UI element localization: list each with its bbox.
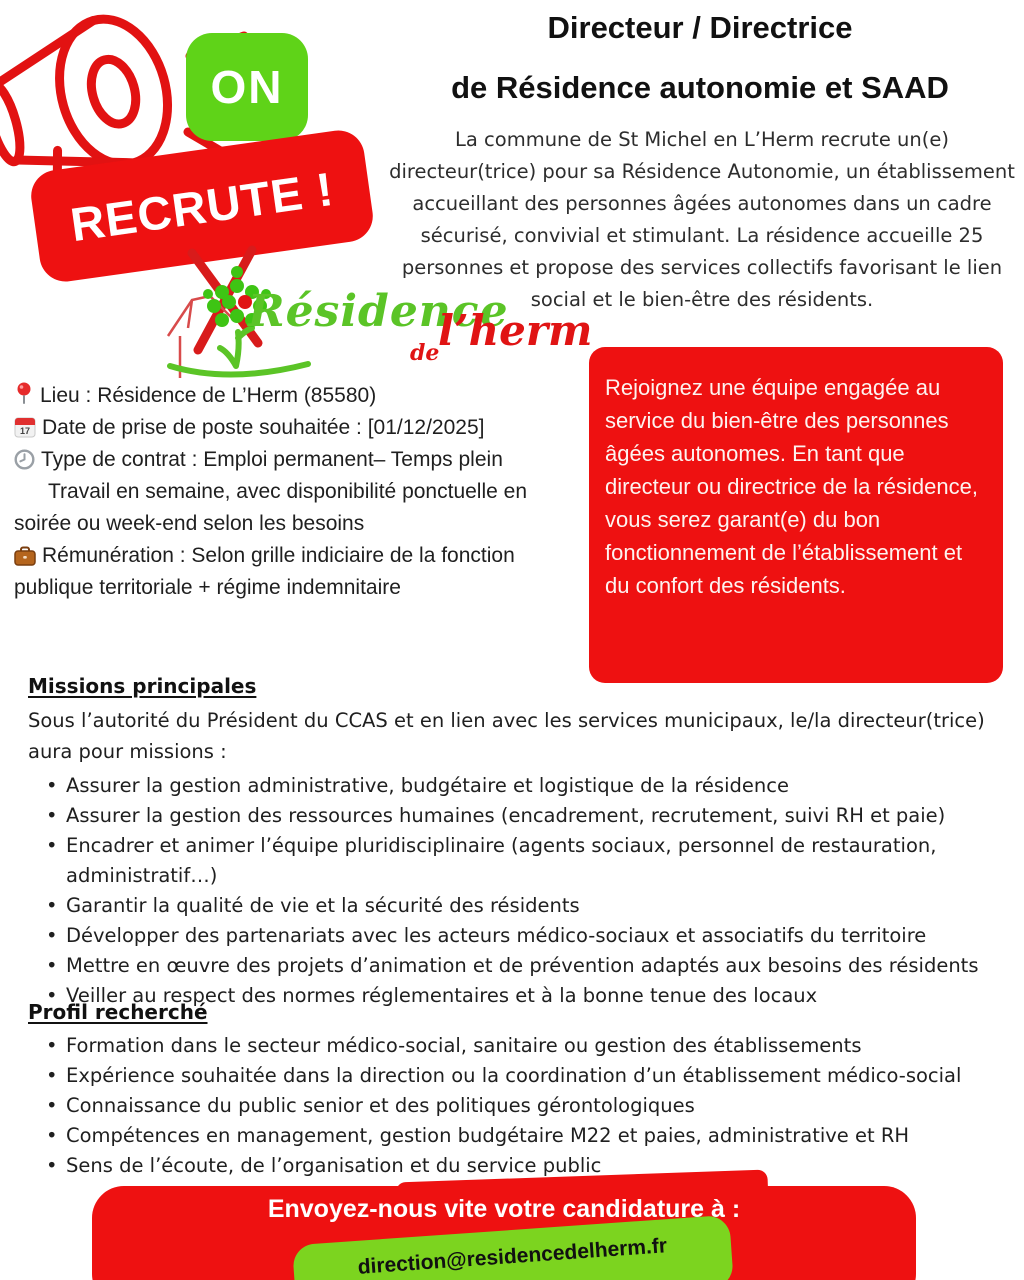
- profile-list: [46, 1031, 1016, 1181]
- footer-cta-text: Envoyez-nous vite votre candidature à :: [267, 1195, 741, 1223]
- list-item: • Assurer la gestion des ressources humaines (encadrement, recrutement, suivi RH et paie): [46, 801, 1016, 831]
- page-title: [378, 10, 1022, 106]
- list-item: • Sens de l’écoute, de l’organisation et du service public: [46, 1151, 1016, 1181]
- intro-paragraph: La commune de St Michel en L’Herm recrute un(e) directeur(trice) pour sa Résidence Autonomie, un établissement accueillant des personnes âgées autonomes dans un cadre sécurisé, convivial et stimulant. La résidence accueille 25 personnes et propose des services collectifs favorisant le lien social et le bien-être des résidents.: [389, 128, 1015, 311]
- footer-banner: [92, 1186, 916, 1280]
- list-item: • Compétences en management, gestion budgétaire M22 et paies, administrative et RH: [46, 1121, 1016, 1151]
- profile-section: [28, 1000, 1016, 1181]
- logo-text-residence: Résidence: [248, 286, 509, 337]
- location-pin-icon: [14, 382, 34, 406]
- contact-email: direction@residencedelherm.fr: [356, 1234, 668, 1279]
- title-line-1: Directeur / Directrice: [547, 10, 853, 45]
- detail-schedule: Travail en semaine, avec disponibilité ponctuelle en soirée ou week-end selon les besoins: [14, 480, 528, 535]
- list-item: • Encadrer et animer l’équipe pluridisciplinaire (agents sociaux, personnel de restauration, administratif…): [46, 831, 1016, 891]
- profile-heading: Profil recherché: [28, 1000, 208, 1024]
- detail-date: 17 Date de prise de poste souhaitée : [01/12/2025]: [14, 412, 566, 444]
- list-item: • Formation dans le secteur médico-social, sanitaire ou gestion des établissements: [46, 1031, 1016, 1061]
- list-item: • Veiller au respect des normes réglementaires et à la bonne tenue des locaux: [46, 981, 1016, 1011]
- detail-salary: Rémunération : Selon grille indiciaire de la fonction publique territoriale + régime indemnitaire: [14, 544, 515, 599]
- title-line-2: de Résidence autonomie et SAAD: [451, 70, 949, 105]
- residence-logo: [140, 238, 600, 388]
- list-item: • Assurer la gestion administrative, budgétaire et logistique de la résidence: [46, 771, 1016, 801]
- missions-list: [46, 771, 1016, 1011]
- logo-text-de: de: [410, 340, 440, 366]
- contact-email-badge: [292, 1215, 734, 1280]
- detail-location: Lieu : Résidence de L’Herm (85580): [14, 380, 566, 412]
- on-badge: ON: [186, 33, 308, 141]
- logo-text-herm: l’herm: [438, 306, 593, 355]
- clock-icon: [14, 449, 35, 470]
- missions-section: [28, 674, 1016, 1011]
- missions-heading: Missions principales: [28, 674, 257, 698]
- briefcase-icon: [14, 546, 36, 566]
- detail-contract: Type de contrat : Emploi permanent– Temps plein: [14, 444, 566, 476]
- highlight-box: Rejoignez une équipe engagée au service du bien-être des personnes âgées autonomes. En tant que directeur ou directrice de la résidence, vous serez garant(e) du bon fonctionnement de l’établissement et du confort des résidents.: [589, 347, 1003, 683]
- recrute-badge: RECRUTE !: [28, 127, 376, 285]
- list-item: • Connaissance du public senior et des politiques gérontologiques: [46, 1091, 1016, 1121]
- missions-intro: Sous l’autorité du Président du CCAS et en lien avec les services municipaux, le/la directeur(trice) aura pour missions :: [28, 709, 985, 763]
- list-item: • Mettre en œuvre des projets d’animation et de prévention adaptés aux besoins des résidents: [46, 951, 1016, 981]
- list-item: • Développer des partenariats avec les acteurs médico-sociaux et associatifs du territoire: [46, 921, 1016, 951]
- job-details: [14, 380, 566, 604]
- list-item: • Expérience souhaitée dans la direction ou la coordination d’un établissement médico-social: [46, 1061, 1016, 1091]
- calendar-icon: [14, 416, 36, 438]
- svg-text:17: 17: [19, 426, 31, 436]
- list-item: • Garantir la qualité de vie et la sécurité des résidents: [46, 891, 1016, 921]
